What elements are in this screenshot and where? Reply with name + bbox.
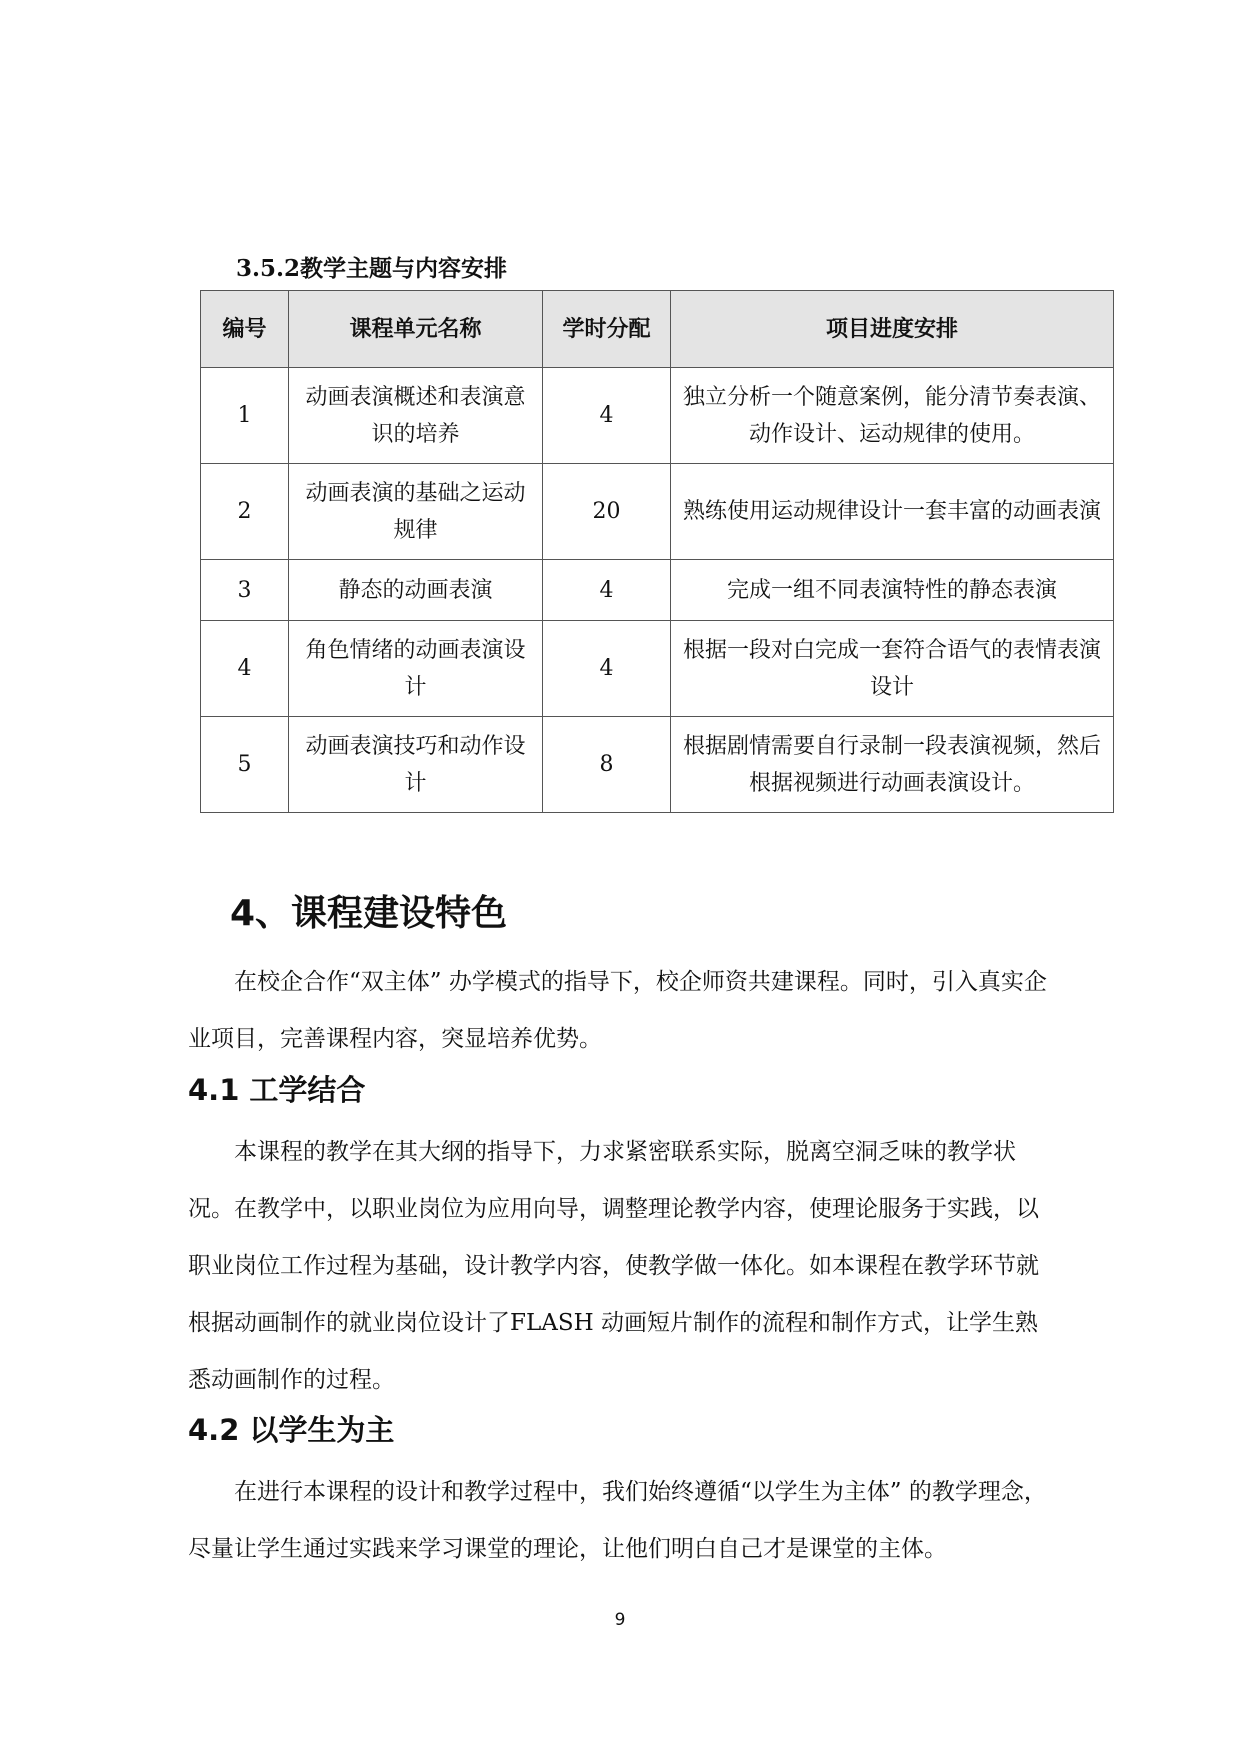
row-hours: 4 (543, 560, 671, 621)
row-unit-name: 角色情绪的动画表演设计 (289, 621, 543, 717)
row-hours: 4 (543, 621, 671, 717)
header-schedule: 项目进度安排 (671, 291, 1114, 368)
subsection-paragraph: 本课程的教学在其大纲的指导下，力求紧密联系实际，脱离空洞乏味的教学状况。在教学中，以职业岗位为应用向导，调整理论教学内容，使理论服务于实践，以职业岗位工作过程为基础，设计教学内容，使教学做一体化。如本课程在教学环节就根据动画制作的就业岗位设计了FLASH 动画短片制作的流程和制作方式，让学生熟悉动画制作的过程。 (188, 1139, 1039, 1393)
subsection-number: 4.1 (188, 1073, 240, 1107)
subsection-title: 以学生为主 (249, 1413, 395, 1447)
row-schedule: 根据一段对白完成一套符合语气的表情表演设计 (671, 621, 1114, 717)
page-number: 9 (614, 1610, 626, 1630)
row-number: 4 (201, 621, 289, 717)
table-row (201, 560, 1114, 621)
table-row (201, 621, 1114, 717)
row-number: 1 (201, 368, 289, 464)
row-unit-name: 动画表演技巧和动作设计 (289, 717, 543, 813)
section-intro-paragraph: 在校企合作“双主体” 办学模式的指导下，校企师资共建课程。同时，引入真实企业项目，完善课程内容，突显培养优势。 (188, 969, 1047, 1052)
table-row (201, 464, 1114, 560)
subsection-title: 工学结合 (249, 1073, 366, 1107)
header-number: 编号 (201, 291, 289, 368)
row-unit-name: 静态的动画表演 (289, 560, 543, 621)
row-number: 2 (201, 464, 289, 560)
row-number: 5 (201, 717, 289, 813)
header-unit-name: 课程单元名称 (289, 291, 543, 368)
row-hours: 8 (543, 717, 671, 813)
row-schedule: 根据剧情需要自行录制一段表演视频，然后根据视频进行动画表演设计。 (671, 717, 1114, 813)
table-row (201, 717, 1114, 813)
row-unit-name: 动画表演的基础之运动规律 (289, 464, 543, 560)
section-heading: 4、课程建设特色 (230, 893, 508, 934)
row-hours: 20 (543, 464, 671, 560)
table-row (201, 368, 1114, 464)
table-caption: 3.5.2教学主题与内容安排 (236, 255, 508, 282)
course-schedule-table (200, 290, 1114, 813)
table-header-row (201, 291, 1114, 368)
row-hours: 4 (543, 368, 671, 464)
row-schedule: 独立分析一个随意案例，能分清节奏表演、动作设计、运动规律的使用。 (671, 368, 1114, 464)
row-schedule: 熟练使用运动规律设计一套丰富的动画表演 (671, 464, 1114, 560)
header-hours: 学时分配 (543, 291, 671, 368)
subsection-heading (188, 1408, 394, 1449)
row-number: 3 (201, 560, 289, 621)
row-unit-name: 动画表演概述和表演意识的培养 (289, 368, 543, 464)
subsection-paragraph: 在进行本课程的设计和教学过程中，我们始终遵循“以学生为主体” 的教学理念，尽量让学生通过实践来学习课堂的理论，让他们明白自己才是课堂的主体。 (188, 1479, 1047, 1562)
subsection-heading (188, 1068, 365, 1109)
row-schedule: 完成一组不同表演特性的静态表演 (671, 560, 1114, 621)
subsection-number: 4.2 (188, 1413, 240, 1447)
